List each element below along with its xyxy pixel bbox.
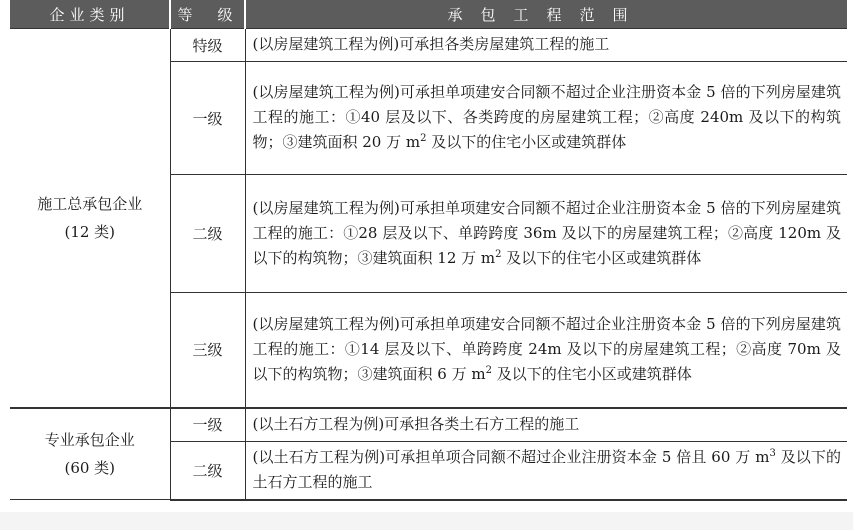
category-cell-specialty bbox=[10, 408, 170, 500]
scope-superscript: 3 bbox=[769, 447, 776, 459]
scope-text-tail: 及以下的住宅小区或建筑群体 bbox=[501, 248, 702, 267]
table-row bbox=[10, 29, 847, 62]
scope-superscript: 2 bbox=[420, 133, 427, 144]
scope-cell bbox=[245, 293, 847, 408]
category-count: (60 类) bbox=[64, 458, 116, 477]
header-grade: 等 级 bbox=[170, 0, 245, 29]
grade-cell: 二级 bbox=[170, 442, 245, 500]
scope-cell bbox=[245, 442, 847, 500]
scope-superscript: 2 bbox=[495, 248, 502, 260]
grade-cell: 特级 bbox=[170, 29, 245, 62]
table-header-row bbox=[10, 0, 847, 29]
scope-text: (以房屋建筑工程为例)可承担单项建安合同额不超过企业注册资本金 5 倍的下列房屋建筑工程的施工：①14 层及以下、单跨跨度 24m 及以下的房屋建筑工程；②高度 70m 及以下的构筑物；③建筑面积 6 万 m bbox=[252, 314, 841, 383]
category-name: 专业承包企业 bbox=[44, 430, 135, 449]
scope-text: (以土石方工程为例)可承担单项合同额不超过企业注册资本金 5 倍且 60 万 m bbox=[252, 447, 770, 466]
grade-cell: 三级 bbox=[170, 293, 245, 408]
header-scope: 承包工程范围 bbox=[245, 0, 847, 29]
scope-cell bbox=[245, 175, 847, 293]
table-row bbox=[10, 408, 847, 442]
enterprise-qualification-table bbox=[10, 0, 847, 501]
scope-text-tail: 及以下的住宅小区或建筑群体 bbox=[426, 133, 627, 151]
scope-text: (以房屋建筑工程为例)可承担单项建安合同额不超过企业注册资本金 5 倍的下列房屋建筑工程的施工：①28 层及以下、单跨跨度 36m 及以下的房屋建筑工程；②高度 120m 及以下的构筑物；③建筑面积 12 万 m bbox=[252, 198, 841, 267]
grade-cell: 一级 bbox=[170, 62, 245, 175]
scope-cell bbox=[245, 62, 847, 175]
category-count: (12 类) bbox=[64, 222, 116, 241]
scope-superscript: 2 bbox=[485, 364, 492, 376]
header-category: 企业类别 bbox=[10, 0, 170, 29]
grade-cell: 一级 bbox=[170, 408, 245, 442]
category-name: 施工总承包企业 bbox=[37, 194, 143, 213]
scope-text-tail: 及以下的住宅小区或建筑群体 bbox=[491, 364, 692, 383]
category-cell-general bbox=[10, 29, 170, 408]
scope-cell: (以土石方工程为例)可承担各类土石方工程的施工 bbox=[245, 408, 847, 442]
scope-text: (以房屋建筑工程为例)可承担单项建安合同额不超过企业注册资本金 5 倍的下列房屋建筑工程的施工：①40 层及以下、各类跨度的房屋建筑工程；②高度 240m 及以下的构筑物；③建筑面积 20 万 m bbox=[252, 83, 841, 151]
scope-text-tail: 及以下的土石方工程的施工 bbox=[252, 447, 841, 491]
grade-cell: 二级 bbox=[170, 175, 245, 293]
scope-cell: (以房屋建筑工程为例)可承担各类房屋建筑工程的施工 bbox=[245, 29, 847, 62]
